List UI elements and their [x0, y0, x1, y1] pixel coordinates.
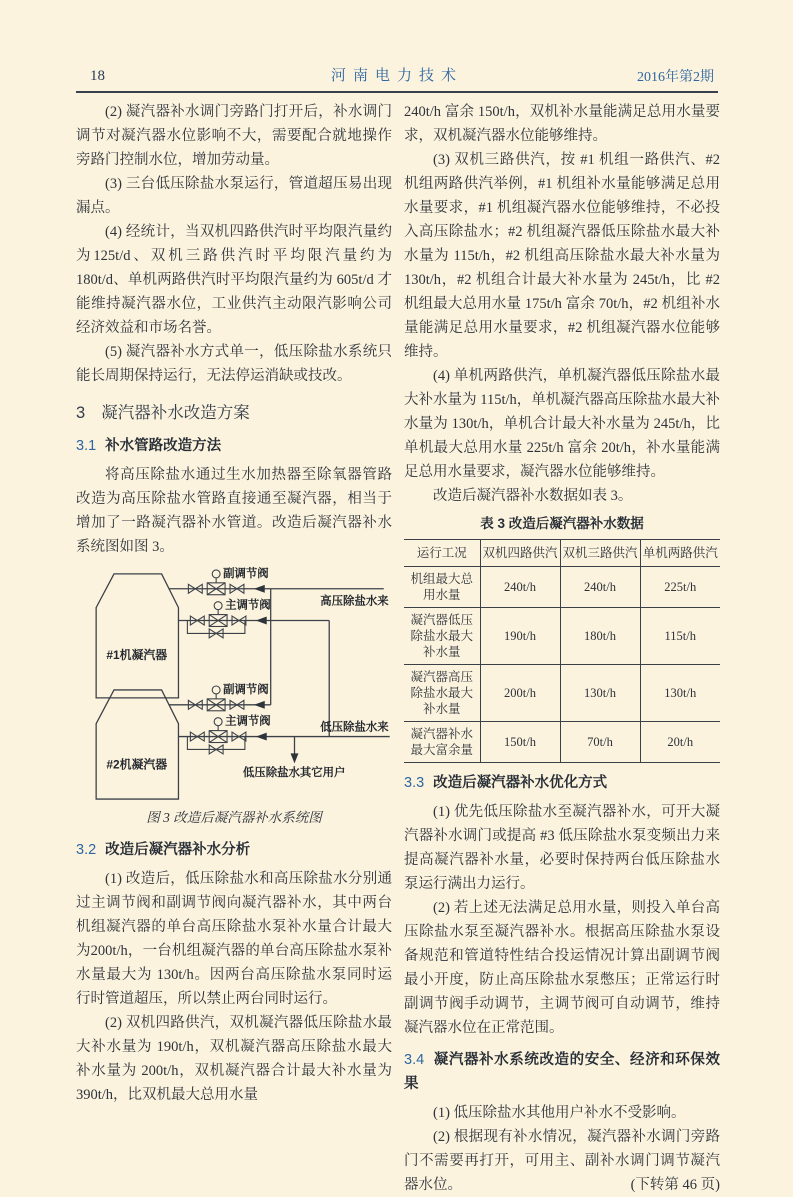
paragraph-3-3-2: (2) 若上述无法满足总用水量，则投入单台高压除盐水泵至凝汽器补水。根据高压除盐水泵设备规范和管道特性结合投运情况计算出副调节阀最小开度，防止高压除盐水泵憋压；正常运行时副调节阀手动调节，主调节阀可自动调节，维持凝汽器水位在正常范围。	[404, 900, 720, 1036]
cell-value: 225t/h	[640, 567, 720, 608]
condenser-water-supply-diagram	[76, 563, 392, 805]
flow-arrow-icon	[256, 733, 267, 741]
section-title: 凝汽器补水改造方案	[101, 404, 250, 422]
paragraph-3-2-3: (3) 双机三路供汽，按 #1 机组一路供汽、#2 机组两路供汽举例，#1 机组补水量能够满足总用水量要求，#1 机组凝汽器水位能够维持，不必投入高压除盐水；#2 机组凝汽器低压除盐水最大补水量为 115t/h，#2 机组高压除盐水最大补水量为 130t/h，#2 机组合计最大补水量为 245t/h，比 #2 机组最大总用水量 175t/h 富余 70t/h，#2 机组补水量能满足总用水量要求，#2 机组凝汽器水位能够维持。	[404, 152, 720, 360]
turn-page-note: (下转第 46 页)	[630, 1177, 720, 1193]
actuator-icon	[212, 570, 220, 578]
column-header: 单机两路供汽	[640, 540, 720, 567]
cell-value: 130t/h	[560, 665, 640, 722]
cell-value: 200t/h	[480, 665, 560, 722]
paragraph-3-4-1: (1) 低压除盐水其他用户补水不受影响。	[433, 1105, 686, 1121]
cell-value: 70t/h	[560, 722, 640, 763]
flow-arrow-icon	[254, 701, 265, 709]
row-label: 凝汽器高压除盐水最大补水量	[404, 665, 480, 722]
section-3-heading	[76, 401, 392, 425]
paragraph-3-3-1: (1) 优先低压除盐水至凝汽器补水，可开大凝汽器补水调门或提高 #3 低压除盐水泵变频出力来提高凝汽器补水量，必要时保持两台低压除盐水泵运行满出力运行。	[404, 804, 720, 892]
section-title: 补水管路改造方法	[105, 438, 222, 454]
section-3-3-heading	[404, 771, 720, 795]
paragraph-3-2-2: (2) 双机四路供汽，双机凝汽器低压除盐水最大补水量为 190t/h，双机凝汽器高压除盐水最大补水量为 200t/h，双机凝汽器合计最大补水量为 390t/h，比双机最大总用水量	[76, 1015, 392, 1103]
section-title: 凝汽器补水系统改造的安全、经济和环保效果	[404, 1052, 720, 1092]
table-3-caption: 表 3 改造后凝汽器补水数据	[480, 516, 644, 531]
cell-value: 130t/h	[640, 665, 720, 722]
flow-arrow-icon	[256, 617, 267, 625]
down-arrow-icon	[291, 753, 299, 763]
paragraph-continuation: 240t/h 富余 150t/h，双机补水量能满足总用水量要求，双机凝汽器水位能够维持。	[404, 104, 720, 144]
condenser-1-box	[96, 574, 178, 698]
cell-value: 180t/h	[560, 608, 640, 665]
section-number: 3.4	[404, 1052, 425, 1068]
aux-valve-label-1: 副调节阀	[223, 567, 269, 580]
column-header: 双机四路供汽	[480, 540, 560, 567]
section-3-1-heading	[76, 434, 392, 458]
section-title: 改造后凝汽器补水分析	[105, 842, 251, 858]
column-header: 运行工况	[404, 540, 480, 567]
row-label: 凝汽器低压除盐水最大补水量	[404, 608, 480, 665]
lp-supply-label: 低压除盐水来	[320, 721, 389, 734]
paragraph-3-2-4: (4) 单机两路供汽，单机凝汽器低压除盐水最大补水量为 115t/h，单机凝汽器高压除盐水最大补水量为 130t/h，单机合计最大补水量为 245t/h，比单机最大总用水量 225t/h 富余 20t/h，补水量能满足总用水量要求，凝汽器水位能够维持。	[404, 368, 720, 480]
column-header: 双机三路供汽	[560, 540, 640, 567]
row-label: 机组最大总用水量	[404, 567, 480, 608]
paragraph-text: (2) 根据现有补水情况，凝汽器补水调门旁路门不需要再打开，可用主、副补水调门调节凝汽器水位。	[404, 1129, 720, 1193]
cell-value: 240t/h	[480, 567, 560, 608]
paragraph-3-4-2	[404, 1125, 720, 1197]
paragraph-table-intro: 改造后凝汽器补水数据如表 3。	[433, 488, 633, 504]
condenser-2-group	[96, 682, 390, 799]
section-number: 3.3	[404, 775, 425, 791]
table-header-row	[404, 540, 720, 567]
hp-supply-label: 高压除盐水来	[320, 595, 389, 608]
row-label: 凝汽器补水最大富余量	[410, 727, 473, 757]
condenser-1-group	[96, 566, 384, 698]
page-number: 18	[90, 68, 105, 84]
actuator-icon	[212, 686, 220, 694]
main-valve-label-2: 主调节阀	[225, 715, 271, 728]
cell-value: 190t/h	[480, 608, 560, 665]
table-row	[404, 608, 720, 665]
left-column	[76, 100, 392, 1107]
page-header	[76, 60, 718, 93]
actuator-icon	[214, 718, 222, 726]
paragraph-item-3: (3) 三台低压除盐水泵运行，管道超压易出现漏点。	[76, 176, 392, 216]
table-row	[404, 722, 720, 763]
main-valve-label-1: 主调节阀	[225, 599, 271, 612]
condenser-2-box	[96, 690, 178, 799]
paragraph-3-1: 将高压除盐水通过生水加热器至除氧器管路改造为高压除盐水管路直接通至凝汽器，相当于增加了一路凝汽器补水管道。改造后凝汽器补水系统图如图 3。	[76, 467, 392, 555]
figure-caption: 图 3 改造后凝汽器补水系统图	[146, 810, 322, 825]
issue-label: 2016年第2期	[637, 70, 714, 85]
paragraph-item-2: (2) 凝汽器补水调门旁路门打开后，补水调门调节对凝汽器水位影响不大，需要配合就地操作旁路门控制水位，增加劳动量。	[76, 104, 392, 168]
paragraph-item-4: (4) 经统计，当双机四路供汽时平均限汽量约为125t/d、双机三路供汽时平均限汽量约为 180t/d、单机两路供汽时平均限汽量约为 605t/d 才能维持凝汽器水位，工业供汽主动限汽影响公司经济效益和市场名誉。	[76, 224, 392, 336]
section-title: 改造后凝汽器补水优化方式	[433, 775, 608, 791]
cell-value: 150t/h	[480, 722, 560, 763]
table-row	[404, 567, 720, 608]
lp-other-users-label: 低压除盐水其它用户	[242, 767, 346, 780]
cell-value: 115t/h	[640, 608, 720, 665]
section-number: 3.1	[76, 438, 97, 454]
figure-3	[76, 563, 392, 830]
condenser-1-label: #1机凝汽器	[106, 648, 168, 663]
condenser-2-label: #2机凝汽器	[106, 757, 168, 772]
right-column	[404, 100, 720, 1197]
paragraph-item-5: (5) 凝汽器补水方式单一，低压除盐水系统只能长周期保持运行，无法停运消缺或技改。	[76, 344, 392, 384]
section-3-2-heading	[76, 838, 392, 862]
section-3-4-heading	[404, 1048, 720, 1096]
section-number: 3	[76, 404, 86, 422]
table-row	[404, 665, 720, 722]
cell-value: 20t/h	[640, 722, 720, 763]
aux-valve-label-2: 副调节阀	[223, 683, 269, 696]
water-supply-data-table	[404, 539, 720, 763]
actuator-icon	[214, 602, 222, 610]
flow-arrow-icon	[254, 585, 265, 593]
section-number: 3.2	[76, 842, 97, 858]
paragraph-3-2-1: (1) 改造后，低压除盐水和高压除盐水分别通过主调节阀和副调节阀向凝汽器补水，其中两台机组凝汽器的单台高压除盐水泵补水量合计最大为200t/h，一台机组凝汽器的单台高压除盐水泵补水量最大为 130t/h。因两台高压除盐水泵同时运行时管道超压，所以禁止两台同时运行。	[76, 871, 392, 1007]
cell-value: 240t/h	[560, 567, 640, 608]
journal-title: 河南电力技术	[330, 67, 463, 84]
